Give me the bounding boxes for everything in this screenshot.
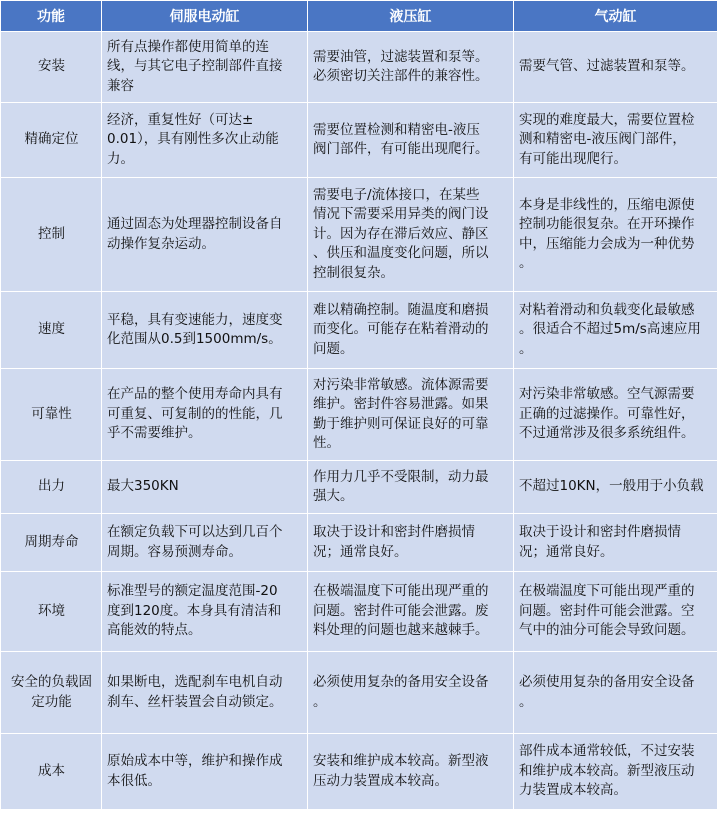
pneumatic-cell: 不超过10KN，一般用于小负载	[514, 461, 717, 514]
hydraulic-cell: 在极端温度下可能出现严重的 问题。密封件可能会泄露。废 料处理的问题也越来越棘手。	[308, 572, 514, 652]
pneumatic-cell: 必须使用复杂的备用安全设备 。	[514, 652, 717, 734]
feature-cell: 成本	[1, 734, 102, 810]
table-row	[1, 369, 717, 461]
feature-cell: 出力	[1, 461, 102, 514]
header-servo-cylinder: 伺服电动缸	[102, 1, 308, 32]
table-row	[1, 103, 717, 178]
pneumatic-cell: 部件成本通常较低，不过安装 和维护成本较高。新型液压动 力装置成本较高。	[514, 734, 717, 810]
header-row	[1, 1, 717, 32]
feature-cell: 控制	[1, 178, 102, 292]
hydraulic-cell: 必须使用复杂的备用安全设备 。	[308, 652, 514, 734]
servo-cell: 通过固态为处理器控制设备自 动操作复杂运动。	[102, 178, 308, 292]
servo-cell: 平稳，具有变速能力，速度变 化范围从0.5到1500mm/s。	[102, 292, 308, 369]
hydraulic-cell: 需要油管，过滤装置和泵等。 必须密切关注部件的兼容性。	[308, 32, 514, 103]
pneumatic-cell: 对粘着滑动和负载变化最敏感 。很适合不超过5m/s高速应用 。	[514, 292, 717, 369]
hydraulic-cell: 取决于设计和密封件磨损情 况；通常良好。	[308, 514, 514, 572]
table-row	[1, 178, 717, 292]
pneumatic-cell: 取决于设计和密封件磨损情 况；通常良好。	[514, 514, 717, 572]
pneumatic-cell: 需要气管、过滤装置和泵等。	[514, 32, 717, 103]
pneumatic-cell: 本身是非线性的，压缩电源使 控制功能很复杂。在开环操作 中，压缩能力会成为一种优势 。	[514, 178, 717, 292]
servo-cell: 在额定负载下可以达到几百个 周期。容易预测寿命。	[102, 514, 308, 572]
pneumatic-cell: 对污染非常敏感。空气源需要 正确的过滤操作。可靠性好， 不过通常涉及很多系统组件。	[514, 369, 717, 461]
hydraulic-cell: 作用力几乎不受限制，动力最 强大。	[308, 461, 514, 514]
servo-cell: 标准型号的额定温度范围-20 度到120度。本身具有清洁和 高能效的特点。	[102, 572, 308, 652]
header-hydraulic-cylinder: 液压缸	[308, 1, 514, 32]
hydraulic-cell: 需要位置检测和精密电-液压 阀门部件，有可能出现爬行。	[308, 103, 514, 178]
table-row	[1, 292, 717, 369]
header-pneumatic-cylinder: 气动缸	[514, 1, 717, 32]
servo-cell: 经济，重复性好（可达± 0.01），具有刚性多次止动能 力。	[102, 103, 308, 178]
hydraulic-cell: 需要电子/流体接口，在某些 情况下需要采用异类的阀门设 计。因为存在滞后效应、静区 、供压和温度变化问题，所以 控制很复杂。	[308, 178, 514, 292]
table-row	[1, 514, 717, 572]
table-row	[1, 461, 717, 514]
table-row	[1, 32, 717, 103]
servo-cell: 原始成本中等，维护和操作成 本很低。	[102, 734, 308, 810]
servo-cell: 最大350KN	[102, 461, 308, 514]
table-row	[1, 652, 717, 734]
servo-cell: 如果断电，选配刹车电机自动 刹车、丝杆装置会自动锁定。	[102, 652, 308, 734]
feature-cell: 速度	[1, 292, 102, 369]
hydraulic-cell: 对污染非常敏感。流体源需要 维护。密封件容易泄露。如果 勤于维护则可保证良好的可靠 性。	[308, 369, 514, 461]
table-row	[1, 734, 717, 810]
pneumatic-cell: 实现的难度最大，需要位置检 测和精密电-液压阀门部件， 有可能出现爬行。	[514, 103, 717, 178]
header-feature: 功能	[1, 1, 102, 32]
hydraulic-cell: 安装和维护成本较高。新型液 压动力装置成本较高。	[308, 734, 514, 810]
servo-cell: 所有点操作都使用简单的连 线，与其它电子控制部件直接 兼容	[102, 32, 308, 103]
feature-cell: 安装	[1, 32, 102, 103]
table-row	[1, 572, 717, 652]
feature-cell: 安全的负载固 定功能	[1, 652, 102, 734]
hydraulic-cell: 难以精确控制。随温度和磨损 而变化。可能存在粘着滑动的 问题。	[308, 292, 514, 369]
feature-cell: 周期寿命	[1, 514, 102, 572]
pneumatic-cell: 在极端温度下可能出现严重的 问题。密封件可能会泄露。空 气中的油分可能会导致问题。	[514, 572, 717, 652]
feature-cell: 可靠性	[1, 369, 102, 461]
feature-cell: 环境	[1, 572, 102, 652]
feature-cell: 精确定位	[1, 103, 102, 178]
servo-cell: 在产品的整个使用寿命内具有 可重复、可复制的的性能，几 乎不需要维护。	[102, 369, 308, 461]
